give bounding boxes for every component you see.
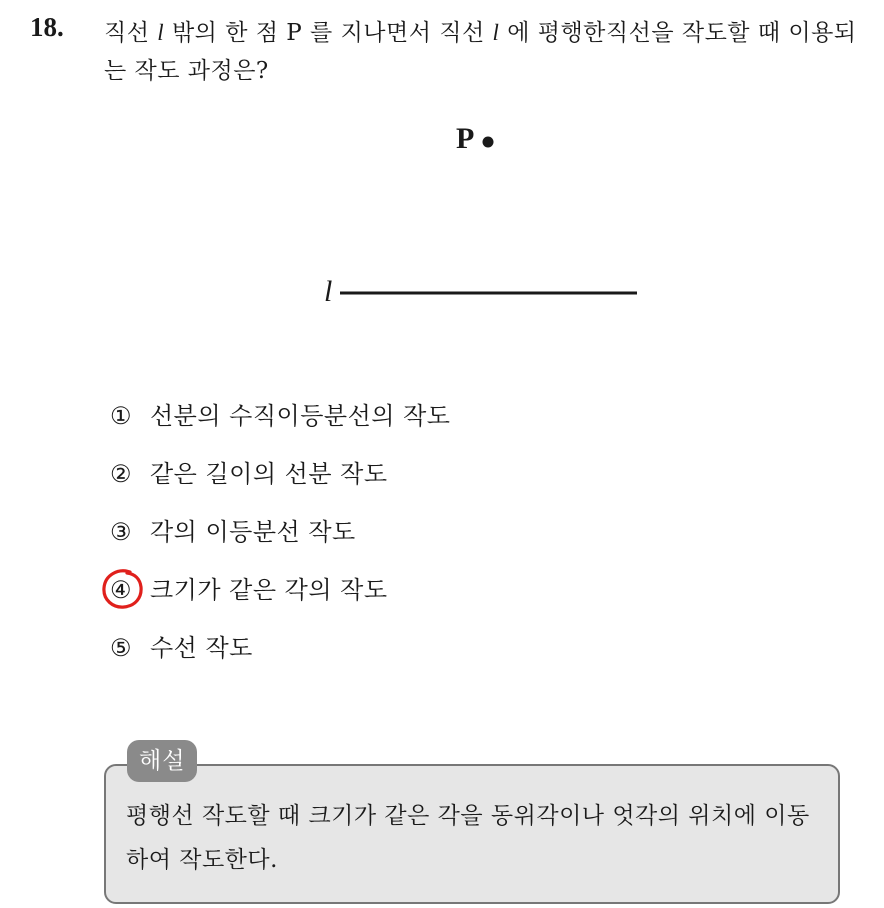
choice-3-mark: ③ bbox=[110, 518, 133, 546]
line-label: l bbox=[324, 275, 333, 308]
point-label: P bbox=[456, 122, 475, 155]
choice-4-mark-text: ④ bbox=[110, 576, 133, 604]
choice-2-label: 같은 길이의 선분 작도 bbox=[150, 460, 388, 488]
answer-choices bbox=[110, 396, 450, 686]
construction-figure bbox=[0, 0, 884, 360]
choice-2-mark: ② bbox=[110, 460, 133, 488]
question-text-part3: 에 평행한직선을 작도할 때 이용되는 작도 과정은? bbox=[104, 20, 857, 84]
choice-3-label: 각의 이등분선 작도 bbox=[150, 518, 356, 546]
choice-5[interactable] bbox=[110, 628, 450, 686]
choice-4[interactable] bbox=[110, 570, 450, 628]
choice-5-label: 수선 작도 bbox=[150, 634, 253, 662]
choice-1-mark: ① bbox=[110, 402, 133, 430]
solution-text: 평행선 작도할 때 크기가 같은 각을 동위각이나 엇각의 위치에 이동하여 작도한다. bbox=[126, 803, 810, 873]
question-text-part2: 밖의 한 점 P 를 지나면서 직선 bbox=[164, 20, 493, 46]
choice-5-mark: ⑤ bbox=[110, 634, 133, 662]
choice-2[interactable] bbox=[110, 454, 450, 512]
choice-4-mark bbox=[110, 570, 150, 610]
question-text-part1: 직선 bbox=[104, 20, 158, 46]
question-number: 18. bbox=[30, 12, 64, 42]
choice-3[interactable] bbox=[110, 512, 450, 570]
point-dot bbox=[483, 137, 494, 148]
choice-1-label: 선분의 수직이등분선의 작도 bbox=[150, 402, 451, 430]
choice-4-label: 크기가 같은 각의 작도 bbox=[150, 576, 388, 604]
line-symbol: l bbox=[157, 20, 165, 45]
choice-1[interactable] bbox=[110, 396, 450, 454]
solution-tag: 해설 bbox=[127, 740, 197, 782]
line-symbol-2: l bbox=[492, 20, 500, 45]
